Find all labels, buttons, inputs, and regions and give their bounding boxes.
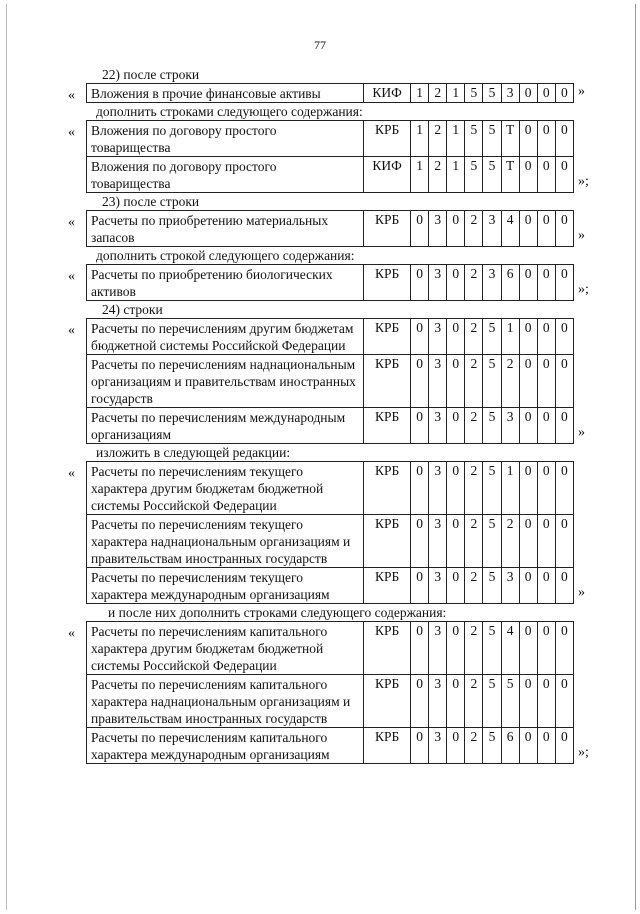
account-table (86, 210, 574, 247)
table-row (87, 728, 574, 764)
table-row (87, 84, 574, 103)
account-digit: 3 (429, 265, 447, 301)
account-digit: 1 (411, 121, 429, 157)
account-digit: 1 (411, 157, 429, 193)
account-digit: 0 (555, 121, 573, 157)
account-digit: 4 (501, 622, 519, 675)
table-row (87, 515, 574, 568)
account-digit: 3 (429, 355, 447, 408)
account-digit: 2 (429, 121, 447, 157)
account-digit: 3 (429, 622, 447, 675)
account-digit: 3 (429, 462, 447, 515)
account-digit: 2 (465, 319, 483, 355)
instruction-line: и после них дополнить строками следующего содержания: (108, 605, 447, 620)
account-digit: 0 (537, 319, 555, 355)
account-digit: 0 (555, 675, 573, 728)
table-row (87, 355, 574, 408)
opening-quote: « (68, 215, 75, 230)
account-digit: 1 (411, 84, 429, 103)
account-digit: 3 (429, 319, 447, 355)
account-digit: 0 (537, 568, 555, 604)
account-digit: 5 (483, 157, 501, 193)
account-digit: 0 (411, 355, 429, 408)
account-digit: 0 (519, 728, 537, 764)
account-digit: 2 (465, 355, 483, 408)
account-table (86, 264, 574, 301)
account-digit: 5 (483, 84, 501, 103)
account-digit: 2 (465, 408, 483, 444)
row-description: Расчеты по приобретению материальных запасов (87, 211, 364, 247)
account-digit: 5 (483, 121, 501, 157)
account-table-group (62, 621, 602, 764)
account-digit: 4 (501, 211, 519, 247)
table-row (87, 622, 574, 675)
account-digit: 5 (483, 355, 501, 408)
account-table-group (62, 210, 602, 247)
account-code: КРБ (364, 462, 411, 515)
account-digit: 6 (501, 728, 519, 764)
account-digit: 0 (411, 211, 429, 247)
account-digit: 3 (483, 265, 501, 301)
row-description: Расчеты по перечислениям наднациональным организациям и правительствам иностранных государств (87, 355, 364, 408)
table-row (87, 121, 574, 157)
account-digit: 0 (411, 265, 429, 301)
account-digit: 6 (501, 265, 519, 301)
account-digit: 0 (447, 675, 465, 728)
account-digit: 3 (501, 568, 519, 604)
account-table-group (62, 264, 602, 301)
account-digit: 2 (501, 355, 519, 408)
account-digit: 0 (447, 728, 465, 764)
account-digit: 0 (447, 265, 465, 301)
account-digit: 0 (555, 319, 573, 355)
closing-quote: »; (578, 282, 589, 297)
account-digit: 0 (447, 462, 465, 515)
account-digit: 0 (537, 622, 555, 675)
account-digit: 5 (483, 622, 501, 675)
account-digit: 0 (537, 157, 555, 193)
account-digit: 0 (537, 408, 555, 444)
account-digit: 0 (555, 265, 573, 301)
row-description: Расчеты по перечислениям текущего характера наднациональным организациям и правительствам иностранных государств (87, 515, 364, 568)
row-description: Расчеты по перечислениям капитального характера другим бюджетам бюджетной системы Российской Федерации (87, 622, 364, 675)
account-digit: 5 (483, 408, 501, 444)
account-digit: 5 (483, 515, 501, 568)
account-code: КИФ (364, 157, 411, 193)
account-digit: 0 (447, 622, 465, 675)
closing-quote: » (578, 84, 585, 99)
account-digit: 0 (519, 355, 537, 408)
closing-quote: » (578, 585, 585, 600)
account-digit: 2 (465, 211, 483, 247)
account-digit: 0 (411, 728, 429, 764)
row-description: Расчеты по перечислениям другим бюджетам бюджетной системы Российской Федерации (87, 319, 364, 355)
account-digit: 3 (429, 728, 447, 764)
account-digit: 1 (501, 319, 519, 355)
account-digit: 5 (483, 319, 501, 355)
account-digit: 0 (447, 211, 465, 247)
page-number: 77 (314, 38, 326, 52)
account-digit: 0 (411, 462, 429, 515)
account-digit: 0 (555, 462, 573, 515)
row-description: Расчеты по перечислениям текущего характера другим бюджетам бюджетной системы Российской Федерации (87, 462, 364, 515)
account-digit: 3 (429, 211, 447, 247)
account-digit: 2 (465, 515, 483, 568)
account-digit: 5 (465, 157, 483, 193)
account-digit: 0 (555, 728, 573, 764)
account-digit: 3 (429, 568, 447, 604)
account-code: КРБ (364, 568, 411, 604)
account-table (86, 461, 574, 604)
opening-quote: « (68, 466, 75, 481)
table-row (87, 462, 574, 515)
opening-quote: « (68, 269, 75, 284)
account-digit: 5 (501, 675, 519, 728)
account-table (86, 318, 574, 444)
account-digit: 3 (501, 84, 519, 103)
account-digit: 0 (555, 515, 573, 568)
account-table (86, 120, 574, 193)
account-table-group (62, 83, 602, 103)
account-table (86, 621, 574, 764)
account-digit: 2 (465, 728, 483, 764)
account-code: КИФ (364, 84, 411, 103)
table-row (87, 675, 574, 728)
account-table-group (62, 318, 602, 444)
account-digit: 0 (519, 515, 537, 568)
account-digit: 2 (429, 157, 447, 193)
account-digit: 5 (465, 121, 483, 157)
account-table-group (62, 120, 602, 193)
account-digit: 0 (519, 157, 537, 193)
table-row (87, 408, 574, 444)
account-digit: 0 (555, 211, 573, 247)
account-table (86, 83, 574, 103)
instruction-line: 23) после строки (102, 194, 200, 209)
account-digit: 1 (447, 157, 465, 193)
account-digit: 0 (519, 622, 537, 675)
account-code: КРБ (364, 211, 411, 247)
opening-quote: « (68, 125, 75, 140)
account-digit: 0 (537, 728, 555, 764)
account-digit: 2 (465, 622, 483, 675)
account-digit: 0 (411, 408, 429, 444)
account-code: КРБ (364, 355, 411, 408)
opening-quote: « (68, 626, 75, 641)
document-body (62, 66, 602, 764)
closing-quote: » (578, 228, 585, 243)
account-digit: 0 (447, 355, 465, 408)
instruction-line: дополнить строками следующего содержания: (96, 104, 363, 119)
account-digit: 0 (537, 355, 555, 408)
account-digit: 0 (555, 622, 573, 675)
closing-quote: »; (578, 745, 589, 760)
account-digit: 0 (519, 265, 537, 301)
account-digit: 5 (465, 84, 483, 103)
account-digit: 5 (483, 675, 501, 728)
account-digit: 0 (447, 568, 465, 604)
account-digit: 0 (537, 84, 555, 103)
closing-quote: »; (578, 174, 589, 189)
account-digit: 0 (555, 157, 573, 193)
account-digit: 5 (483, 462, 501, 515)
table-row (87, 265, 574, 301)
account-digit: 1 (501, 462, 519, 515)
account-digit: 0 (537, 265, 555, 301)
account-code: КРБ (364, 319, 411, 355)
account-digit: 0 (519, 319, 537, 355)
table-row (87, 319, 574, 355)
account-digit: 0 (555, 568, 573, 604)
account-digit: 0 (537, 675, 555, 728)
account-digit: 2 (465, 568, 483, 604)
account-digit: Т (501, 121, 519, 157)
account-table-group (62, 461, 602, 604)
account-digit: 0 (447, 515, 465, 568)
account-code: КРБ (364, 675, 411, 728)
account-digit: 0 (411, 622, 429, 675)
account-digit: 0 (519, 211, 537, 247)
table-row (87, 211, 574, 247)
account-digit: 0 (411, 675, 429, 728)
account-digit: 1 (447, 84, 465, 103)
opening-quote: « (68, 323, 75, 338)
account-digit: 3 (429, 675, 447, 728)
account-digit: 0 (519, 121, 537, 157)
account-digit: 2 (501, 515, 519, 568)
account-digit: 5 (483, 568, 501, 604)
account-digit: 0 (555, 408, 573, 444)
account-digit: 0 (519, 462, 537, 515)
instruction-line: 22) после строки (102, 67, 200, 82)
row-description: Расчеты по перечислениям капитального характера международным организациям (87, 728, 364, 764)
instruction-line: дополнить строкой следующего содержания: (96, 248, 355, 263)
account-digit: 0 (537, 211, 555, 247)
account-digit: 3 (429, 408, 447, 444)
opening-quote: « (68, 88, 75, 103)
account-code: КРБ (364, 515, 411, 568)
account-digit: 3 (429, 515, 447, 568)
account-digit: Т (501, 157, 519, 193)
account-digit: 0 (537, 462, 555, 515)
account-digit: 0 (555, 355, 573, 408)
row-description: Вложения по договору простого товарищества (87, 157, 364, 193)
table-row (87, 568, 574, 604)
row-description: Расчеты по перечислениям международным организациям (87, 408, 364, 444)
row-description: Расчеты по перечислениям капитального характера наднациональным организациям и правительствам иностранных государств (87, 675, 364, 728)
account-code: КРБ (364, 728, 411, 764)
account-digit: 0 (537, 121, 555, 157)
account-digit: 0 (519, 675, 537, 728)
account-digit: 3 (501, 408, 519, 444)
account-digit: 0 (411, 515, 429, 568)
row-description: Расчеты по перечислениям текущего характера международным организациям (87, 568, 364, 604)
account-digit: 2 (465, 675, 483, 728)
account-code: КРБ (364, 622, 411, 675)
account-digit: 3 (483, 211, 501, 247)
account-digit: 0 (447, 408, 465, 444)
instruction-line: изложить в следующей редакции: (96, 445, 291, 460)
account-code: КРБ (364, 121, 411, 157)
account-digit: 0 (411, 568, 429, 604)
account-code: КРБ (364, 408, 411, 444)
account-digit: 2 (465, 462, 483, 515)
account-digit: 0 (537, 515, 555, 568)
account-digit: 2 (429, 84, 447, 103)
account-digit: 0 (411, 319, 429, 355)
row-description: Расчеты по приобретению биологических активов (87, 265, 364, 301)
account-digit: 0 (519, 84, 537, 103)
account-digit: 0 (555, 84, 573, 103)
account-code: КРБ (364, 265, 411, 301)
table-row (87, 157, 574, 193)
row-description: Вложения по договору простого товарищества (87, 121, 364, 157)
account-digit: 5 (483, 728, 501, 764)
closing-quote: » (578, 425, 585, 440)
account-digit: 0 (519, 408, 537, 444)
account-digit: 2 (465, 265, 483, 301)
account-digit: 1 (447, 121, 465, 157)
account-digit: 0 (519, 568, 537, 604)
instruction-line: 24) строки (102, 302, 163, 317)
account-digit: 0 (447, 319, 465, 355)
row-description: Вложения в прочие финансовые активы (87, 84, 364, 103)
